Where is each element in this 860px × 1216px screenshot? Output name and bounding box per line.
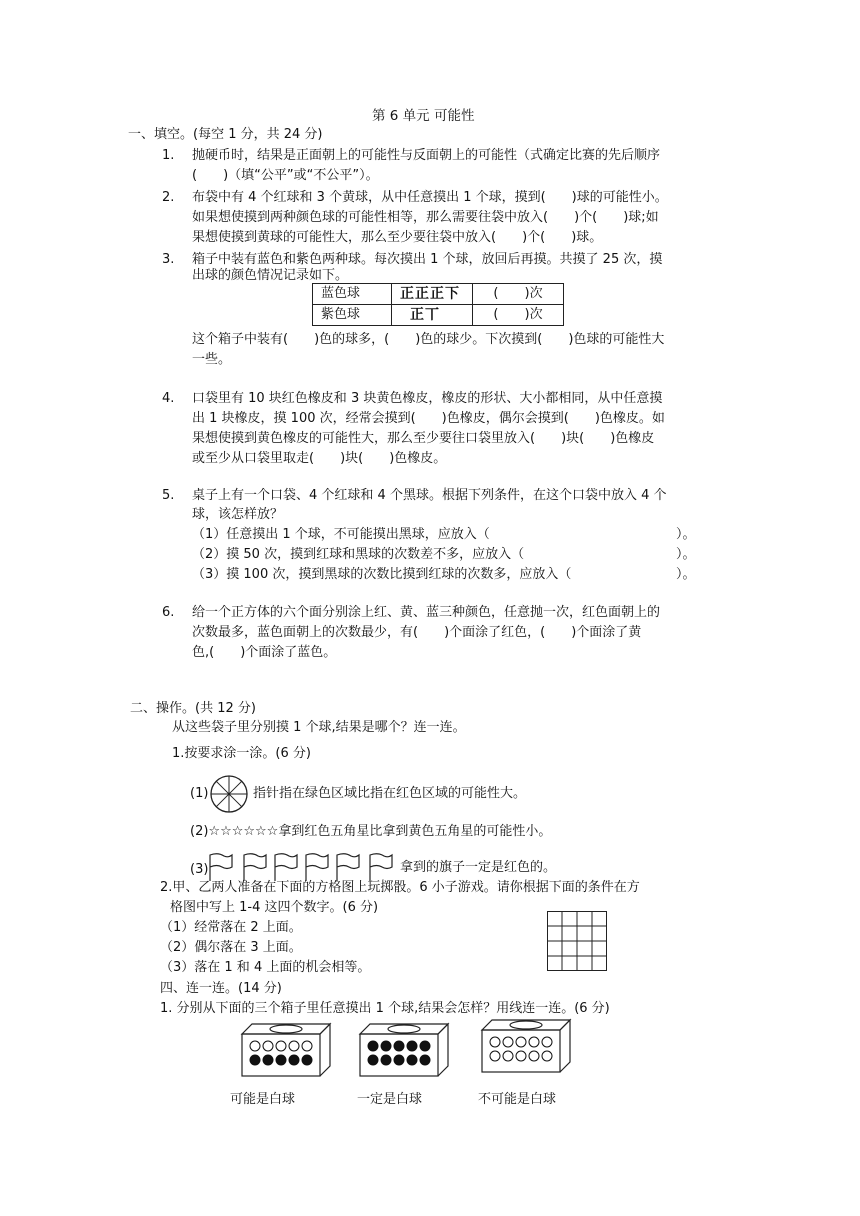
ball-box-3[interactable] (478, 1016, 574, 1074)
item-text: 指针指在绿色区域比指在红色区域的可能性大。 (253, 786, 527, 801)
condition-text: （3）落在 1 和 4 上面的机会相等。 (160, 960, 371, 975)
question-text: 2.甲、乙两人准备在下面的方格图上玩掷骰。6 小子游戏。请你根据下面的条件在方 (160, 880, 640, 895)
black-ball (276, 1055, 286, 1065)
sub-question-end: ）。 (676, 547, 696, 562)
question-text: 1. 分别从下面的三个箱子里任意摸出 1 个球,结果会怎样？用线连一连。(6 分) (160, 1001, 610, 1016)
question-text: 口袋里有 10 块红色橡皮和 3 块黄色橡皮，橡皮的形状、大小都相同，从中任意摸 (192, 391, 663, 406)
black-ball (263, 1055, 273, 1065)
match-label[interactable]: 可能是白球 (230, 1092, 296, 1107)
sub-question-end: ）。 (676, 527, 696, 542)
white-ball (490, 1051, 500, 1061)
white-ball (542, 1037, 552, 1047)
question-text: 抛硬币时，结果是正面朝上的可能性与反面朝上的可能性（式确定比赛的先后顺序 (192, 148, 661, 163)
white-ball (263, 1041, 273, 1051)
question-number: 5. (162, 488, 175, 503)
black-ball (394, 1041, 404, 1051)
white-ball (503, 1037, 513, 1047)
tally-marks: 正正正下 (392, 284, 473, 305)
section-heading: 二、操作。(共 12 分) (130, 701, 256, 716)
item-text: 拿到的旗子一定是红色的。 (400, 860, 557, 875)
white-ball (276, 1041, 286, 1051)
sub-question: （1）任意摸出 1 个球，不可能摸出黑球，应放入（ (192, 527, 490, 542)
section-intro: 从这些袋子里分别摸 1 个球,结果是哪个？连一连。 (172, 720, 466, 735)
black-ball (420, 1055, 430, 1065)
white-ball (542, 1051, 552, 1061)
question-text: 出球的颜色情况记录如下。 (192, 268, 349, 283)
black-ball (407, 1041, 417, 1051)
question-text: 色,( )个面涂了蓝色。 (192, 645, 337, 660)
ball-box-1[interactable] (238, 1020, 334, 1078)
question-text: 果想使摸到黄球的可能性大，那么至少要往袋中放入( )个( )球。 (192, 230, 603, 245)
black-ball (368, 1055, 378, 1065)
question-text: ( )（填“公平”或“不公平”）。 (192, 168, 379, 183)
page-title: 第 6 单元 可能性 (372, 108, 475, 124)
item-stars-text: (2)☆☆☆☆☆☆拿到红色五角星比拿到黄色五角星的可能性小。 (190, 824, 552, 839)
question-text: 次数最多，蓝色面朝上的次数最少，有( )个面涂了红色，( )个面涂了黄 (192, 625, 642, 640)
table-row (313, 305, 564, 326)
black-ball (420, 1041, 430, 1051)
count-blank[interactable]: ( )次 (473, 305, 564, 326)
black-ball (368, 1041, 378, 1051)
black-ball (407, 1055, 417, 1065)
section-heading: 四、连一连。(14 分) (160, 981, 282, 996)
ball-box-2[interactable] (356, 1020, 452, 1078)
white-ball (490, 1037, 500, 1047)
condition-text: （1）经常落在 2 上面。 (160, 920, 302, 935)
question-text: 或至少从口袋里取走( )块( )色橡皮。 (192, 451, 447, 466)
spinner-icon[interactable] (209, 774, 249, 814)
white-ball (289, 1041, 299, 1051)
question-number: 6. (162, 605, 175, 620)
section-heading: 一、填空。(每空 1 分，共 24 分) (128, 127, 323, 142)
question-number: 2. (162, 190, 175, 205)
question-text: 如果想使摸到两种颜色球的可能性相等，那么需要往袋中放入( )个( )球;如 (192, 210, 659, 225)
question-text: 出 1 块橡皮，摸 100 次，经常会摸到( )色橡皮，偶尔会摸到( )色橡皮。如 (192, 411, 665, 426)
tally-table (312, 283, 564, 326)
black-ball (302, 1055, 312, 1065)
white-ball (529, 1051, 539, 1061)
question-number: 1. (162, 148, 175, 163)
white-ball (250, 1041, 260, 1051)
table-cell-label: 紫色球 (313, 305, 392, 326)
question-text: 球，该怎样放？ (192, 507, 284, 522)
match-label[interactable]: 不可能是白球 (478, 1092, 557, 1107)
question-text: 一些。 (192, 352, 232, 367)
white-ball (503, 1051, 513, 1061)
question-text: 这个箱子中装有( )色的球多，( )色的球少。下次摸到( )色球的可能性大 (192, 332, 665, 347)
white-ball (516, 1037, 526, 1047)
black-ball (394, 1055, 404, 1065)
subsection-heading: 1.按要求涂一涂。(6 分) (172, 746, 311, 761)
item-number: (1) (190, 786, 209, 801)
item-number: (3) (190, 862, 209, 877)
white-ball (516, 1051, 526, 1061)
question-text: 箱子中装有蓝色和紫色两种球。每次摸出 1 个球，放回后再摸。共摸了 25 次，摸 (192, 252, 663, 267)
black-ball (289, 1055, 299, 1065)
sub-question-end: ）。 (676, 567, 696, 582)
sub-question: （3）摸 100 次，摸到黑球的次数比摸到红球的次数多，应放入（ (192, 567, 572, 582)
count-blank[interactable]: ( )次 (473, 284, 564, 305)
question-text: 给一个正方体的六个面分别涂上红、黄、蓝三种颜色，任意抛一次，红色面朝上的 (192, 605, 661, 620)
white-ball (529, 1037, 539, 1047)
black-ball (381, 1055, 391, 1065)
match-label[interactable]: 一定是白球 (357, 1092, 423, 1107)
question-text: 桌子上有一个口袋、4 个红球和 4 个黑球。根据下列条件，在这个口袋中放入 4 个 (192, 488, 667, 503)
white-ball (302, 1041, 312, 1051)
tally-marks: 正丅 (392, 305, 473, 326)
question-text: 格图中写上 1-4 这四个数字。(6 分) (170, 900, 379, 915)
question-text: 果想使摸到黄色橡皮的可能性大，那么至少要往口袋里放入( )块( )色橡皮 (192, 431, 655, 446)
question-text: 布袋中有 4 个红球和 3 个黄球，从中任意摸出 1 个球，摸到( )球的可能性小。 (192, 190, 668, 205)
table-row (313, 284, 564, 305)
question-number: 4. (162, 391, 175, 406)
black-ball (381, 1041, 391, 1051)
condition-text: （2）偶尔落在 3 上面。 (160, 940, 302, 955)
black-ball (250, 1055, 260, 1065)
sub-question: （2）摸 50 次，摸到红球和黑球的次数差不多，应放入（ (192, 547, 525, 562)
question-number: 3. (162, 252, 175, 267)
table-cell-label: 蓝色球 (313, 284, 392, 305)
number-grid[interactable] (547, 911, 607, 971)
